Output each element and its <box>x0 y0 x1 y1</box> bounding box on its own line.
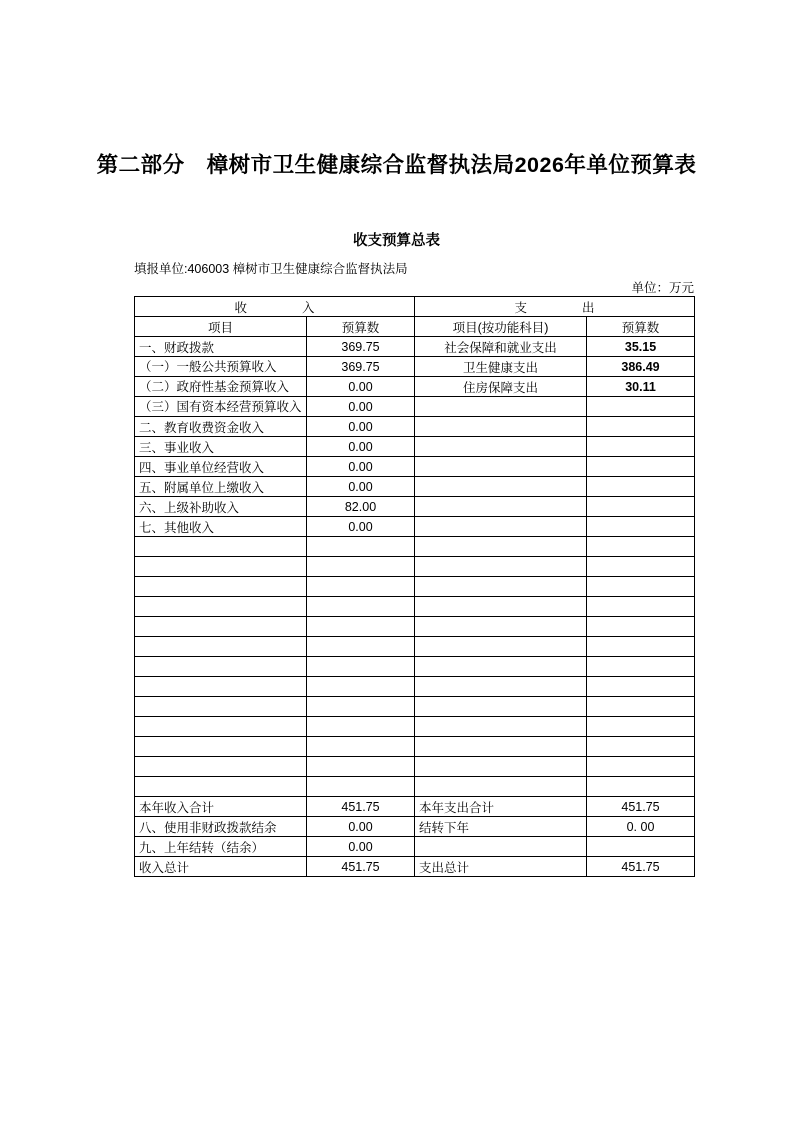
table-row-blank <box>135 577 695 597</box>
cell-income-item: 四、事业单位经营收入 <box>135 457 307 477</box>
table-summary-row <box>135 837 695 857</box>
cell-income-item: 八、使用非财政拨款结余 <box>135 817 307 837</box>
cell-expense-item <box>415 517 587 537</box>
cell-expense-budget <box>587 517 695 537</box>
cell-income-item: 七、其他收入 <box>135 517 307 537</box>
table-row-blank <box>135 677 695 697</box>
table-row-blank <box>135 777 695 797</box>
table-row <box>135 397 695 417</box>
cell-income-budget: 0.00 <box>307 477 415 497</box>
cell-expense-item <box>415 437 587 457</box>
table-row <box>135 517 695 537</box>
cell-income-item: 五、附属单位上缴收入 <box>135 477 307 497</box>
cell-expense-budget: 35.15 <box>587 337 695 357</box>
table-row <box>135 377 695 397</box>
table-row-blank <box>135 557 695 577</box>
cell-income-budget: 451.75 <box>307 797 415 817</box>
table-row-blank <box>135 657 695 677</box>
cell-income-budget: 0.00 <box>307 517 415 537</box>
filing-unit-label: 填报单位:406003 樟树市卫生健康综合监督执法局 <box>134 262 408 276</box>
cell-expense-item <box>415 397 587 417</box>
cell-expense-item: 结转下年 <box>415 817 587 837</box>
cell-income-item: （一）一般公共预算收入 <box>135 357 307 377</box>
column-header-expense-item: 项目(按功能科目) <box>415 317 587 337</box>
cell-income-budget: 369.75 <box>307 357 415 377</box>
table-row-blank <box>135 537 695 557</box>
cell-income-budget: 0.00 <box>307 377 415 397</box>
cell-expense-budget <box>587 497 695 517</box>
group-header-expense: 支 出 <box>415 297 695 317</box>
table-title: 收支预算总表 <box>353 233 440 249</box>
cell-income-item: 本年收入合计 <box>135 797 307 817</box>
table-row-blank <box>135 737 695 757</box>
cell-expense-budget: 451.75 <box>587 857 695 877</box>
cell-expense-budget <box>587 397 695 417</box>
group-header-income: 收 入 <box>135 297 415 317</box>
cell-income-budget: 0.00 <box>307 817 415 837</box>
table-row-blank <box>135 637 695 657</box>
cell-expense-item <box>415 457 587 477</box>
unit-note-label: 单位：万元 <box>631 281 694 295</box>
table-row <box>135 457 695 477</box>
cell-expense-item <box>415 497 587 517</box>
cell-income-item: 一、财政拨款 <box>135 337 307 357</box>
cell-expense-budget: 0. 00 <box>587 817 695 837</box>
cell-income-item: （三）国有资本经营预算收入 <box>135 397 307 417</box>
cell-expense-budget <box>587 417 695 437</box>
cell-expense-budget: 451.75 <box>587 797 695 817</box>
table-row <box>135 417 695 437</box>
table-column-header-row <box>135 317 695 337</box>
cell-income-item: 收入总计 <box>135 857 307 877</box>
table-summary-row <box>135 817 695 837</box>
cell-expense-item: 支出总计 <box>415 857 587 877</box>
cell-income-item: （二）政府性基金预算收入 <box>135 377 307 397</box>
cell-expense-budget <box>587 837 695 857</box>
cell-income-budget: 82.00 <box>307 497 415 517</box>
cell-expense-item: 住房保障支出 <box>415 377 587 397</box>
cell-expense-item <box>415 417 587 437</box>
column-header-expense-budget: 预算数 <box>587 317 695 337</box>
cell-expense-budget <box>587 477 695 497</box>
table-meta <box>100 261 694 297</box>
cell-income-budget: 0.00 <box>307 437 415 457</box>
table-summary-row <box>135 797 695 817</box>
budget-table-body <box>135 297 695 877</box>
cell-income-item: 二、教育收费资金收入 <box>135 417 307 437</box>
table-row-blank <box>135 597 695 617</box>
cell-income-budget: 0.00 <box>307 417 415 437</box>
cell-income-budget: 451.75 <box>307 857 415 877</box>
cell-expense-budget <box>587 437 695 457</box>
column-header-income-budget: 预算数 <box>307 317 415 337</box>
cell-expense-item: 本年支出合计 <box>415 797 587 817</box>
table-group-header-row <box>135 297 695 317</box>
table-row-blank <box>135 617 695 637</box>
cell-income-budget: 0.00 <box>307 837 415 857</box>
cell-income-budget: 0.00 <box>307 397 415 417</box>
table-row <box>135 337 695 357</box>
budget-table <box>134 296 695 877</box>
cell-expense-budget <box>587 457 695 477</box>
cell-income-item: 九、上年结转（结余） <box>135 837 307 857</box>
table-summary-row <box>135 857 695 877</box>
table-row <box>135 497 695 517</box>
table-row-blank <box>135 717 695 737</box>
cell-income-budget: 369.75 <box>307 337 415 357</box>
cell-expense-item <box>415 837 587 857</box>
page-title: 第二部分 樟树市卫生健康综合监督执法局2026年单位预算表 <box>96 153 697 177</box>
table-row <box>135 477 695 497</box>
table-row-blank <box>135 697 695 717</box>
cell-expense-item: 卫生健康支出 <box>415 357 587 377</box>
column-header-income-item: 项目 <box>135 317 307 337</box>
cell-expense-budget: 30.11 <box>587 377 695 397</box>
cell-expense-item <box>415 477 587 497</box>
cell-income-item: 三、事业收入 <box>135 437 307 457</box>
cell-expense-item: 社会保障和就业支出 <box>415 337 587 357</box>
table-row <box>135 437 695 457</box>
table-row <box>135 357 695 377</box>
cell-income-budget: 0.00 <box>307 457 415 477</box>
cell-income-item: 六、上级补助收入 <box>135 497 307 517</box>
cell-expense-budget: 386.49 <box>587 357 695 377</box>
table-row-blank <box>135 757 695 777</box>
